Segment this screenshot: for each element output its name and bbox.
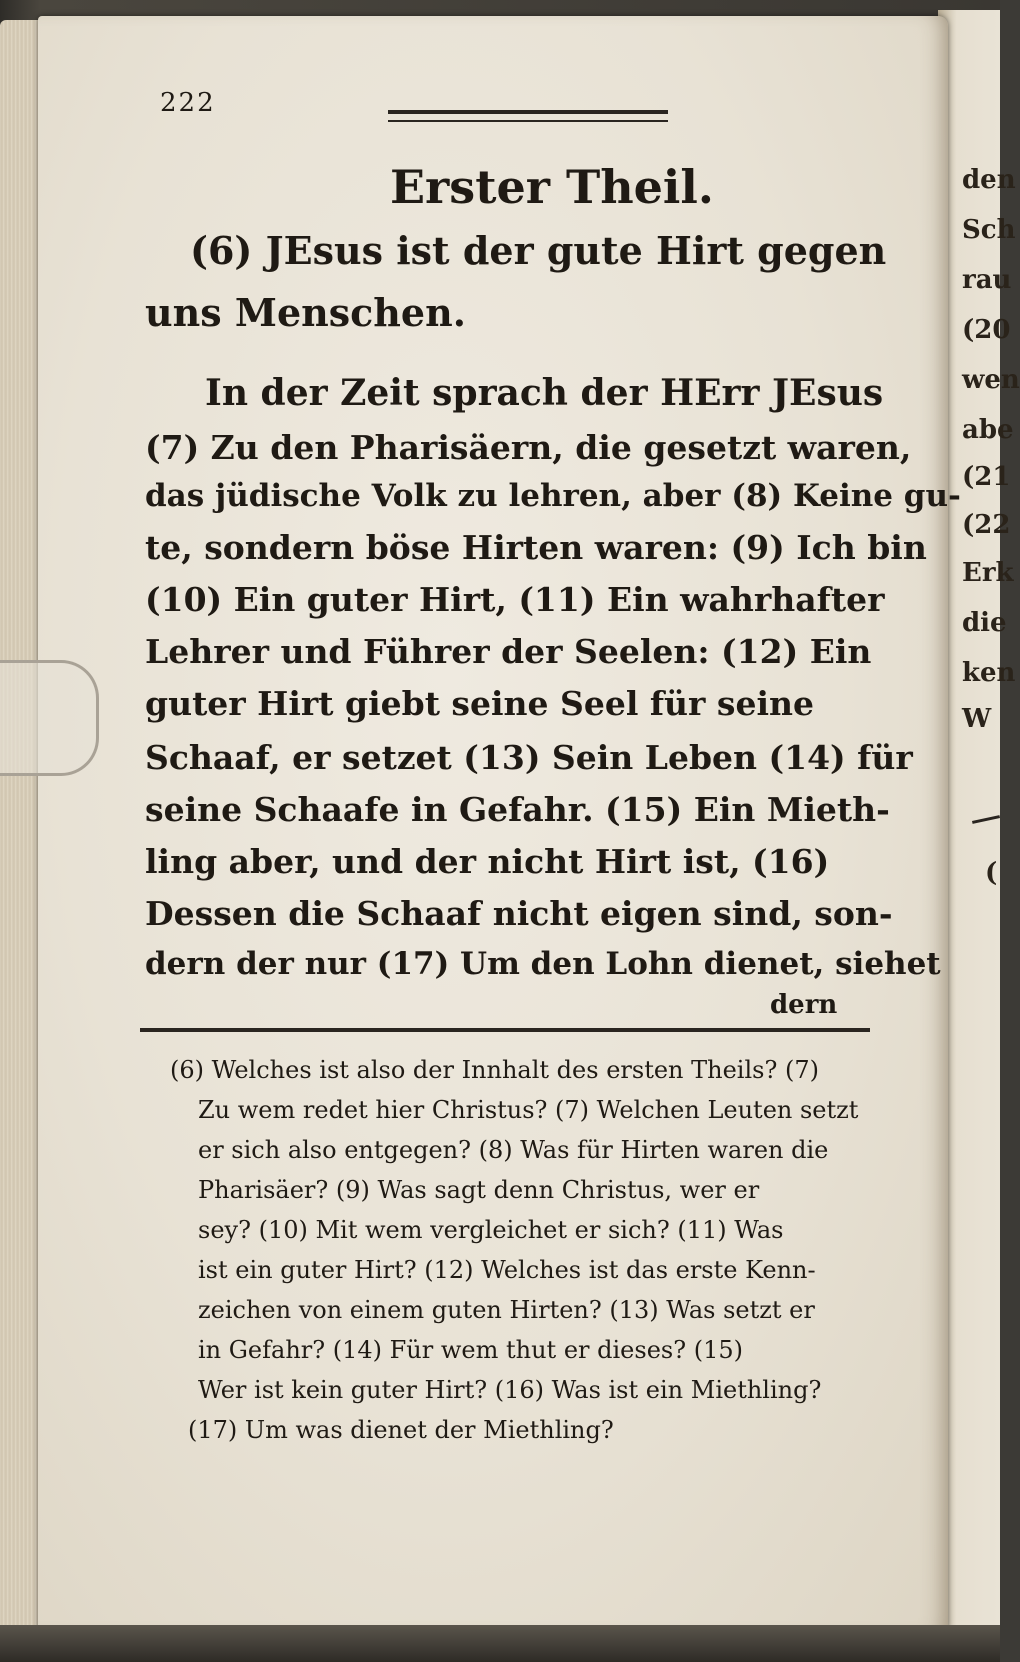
footnote-line: (17) Um was dienet der Miethling? — [188, 1416, 614, 1444]
header-rule — [388, 110, 668, 114]
facing-fragment: rau — [962, 265, 1012, 295]
facing-fragment: W — [962, 704, 992, 734]
body-line: (7) Zu den Pharisäern, die gesetzt waren, — [145, 428, 912, 467]
facing-fragment: abe — [962, 415, 1014, 445]
body-line: (10) Ein guter Hirt, (11) Ein wahrhafter — [145, 580, 885, 619]
body-line: Schaaf, er setzet (13) Sein Leben (14) für — [145, 738, 913, 777]
body-line: guter Hirt giebt seine Seel für seine — [145, 684, 815, 723]
facing-fragment: wen — [962, 365, 1020, 395]
body-line: dern der nur (17) Um den Lohn dienet, siehet — [145, 946, 941, 982]
facing-fragment: Erk — [962, 558, 1014, 588]
body-line: te, sondern böse Hirten waren: (9) Ich bin — [145, 528, 927, 567]
footnote-line: zeichen von einem guten Hirten? (13) Was setzt er — [198, 1296, 815, 1324]
footnote-line: Wer ist kein guter Hirt? (16) Was ist ein Miethling? — [198, 1376, 822, 1404]
book-bottom-edge — [0, 1625, 1000, 1662]
body-line: In der Zeit sprach der HErr JEsus — [205, 372, 884, 414]
page-number: 222 — [160, 88, 216, 118]
facing-fragment: (22 — [962, 510, 1011, 540]
bookmark-clip — [0, 660, 99, 776]
footnote-line: in Gefahr? (14) Für wem thut er dieses? (15) — [198, 1336, 743, 1364]
body-line: Dessen die Schaaf nicht eigen sind, son- — [145, 894, 893, 933]
facing-fragment: die — [962, 608, 1007, 638]
facing-fragment: ( — [985, 858, 998, 888]
footnote-line: (6) Welches ist also der Innhalt des ersten Theils? (7) — [170, 1056, 819, 1084]
facing-fragment: (21 — [962, 462, 1011, 492]
facing-fragment: Sch — [962, 215, 1016, 245]
heading-line: (6) JEsus ist der gute Hirt gegen — [190, 228, 887, 273]
header-rule-thin — [388, 120, 668, 122]
footnote-line: ist ein guter Hirt? (12) Welches ist das erste Kenn- — [198, 1256, 816, 1284]
footnote-rule — [140, 1028, 870, 1032]
footnote-line: er sich also entgegen? (8) Was für Hirten waren die — [198, 1136, 829, 1164]
facing-fragment: ken — [962, 658, 1016, 688]
body-line: Lehrer und Führer der Seelen: (12) Ein — [145, 632, 872, 671]
facing-fragment: (20 — [962, 315, 1011, 345]
footnote-line: sey? (10) Mit wem vergleichet er sich? (11) Was — [198, 1216, 784, 1244]
section-title: Erster Theil. — [390, 160, 714, 214]
footnote-line: Zu wem redet hier Christus? (7) Welchen Leuten setzt — [198, 1096, 859, 1124]
body-line: ling aber, und der nicht Hirt ist, (16) — [145, 842, 830, 881]
catchword: dern — [770, 990, 838, 1020]
body-line: seine Schaafe in Gefahr. (15) Ein Mieth- — [145, 790, 890, 829]
footnote-line: Pharisäer? (9) Was sagt denn Christus, wer er — [198, 1176, 760, 1204]
heading-line: uns Menschen. — [145, 290, 466, 335]
body-line: das jüdische Volk zu lehren, aber (8) Keine gu- — [145, 478, 961, 514]
facing-fragment: den — [962, 165, 1016, 195]
